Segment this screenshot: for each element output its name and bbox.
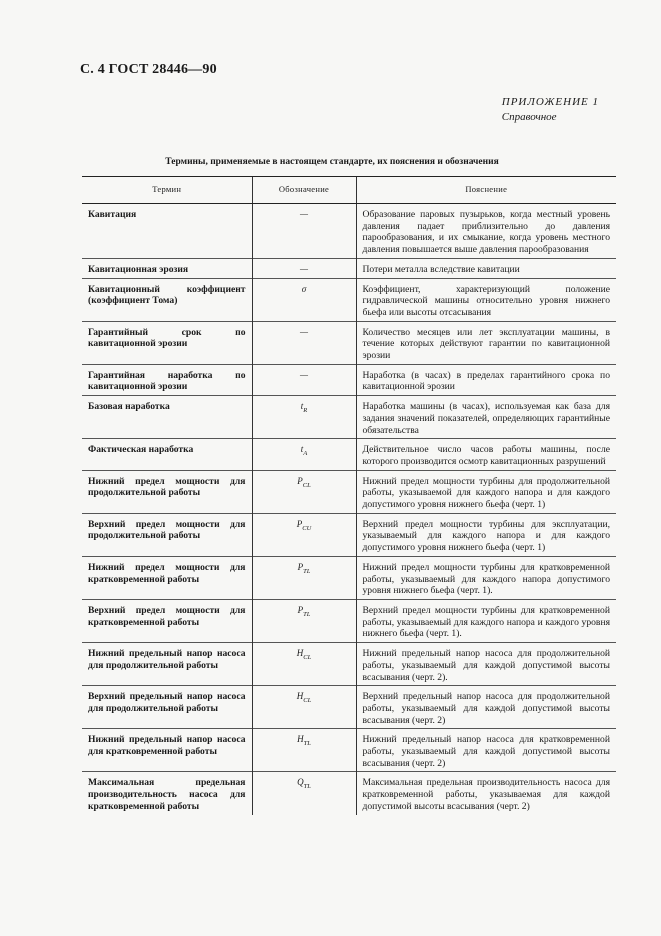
explanation-cell: Верхний предел мощности турбины для кратковременной работы, указываемый для каждого напора и каждого уровня нижнего бьефа (черт. 1). — [356, 599, 616, 642]
explanation-cell: Верхний предельный напор насоса для продолжительной работы, указываемый для каждой допустимой высоты всасывания (черт. 2) — [356, 686, 616, 729]
table-row — [82, 686, 616, 729]
symbol-text: t — [300, 401, 304, 412]
symbol-subscript: TL — [303, 567, 311, 575]
symbol-text: Q — [297, 777, 304, 788]
symbol-subscript: TL — [303, 783, 311, 791]
symbol-cell — [252, 556, 356, 599]
symbol-cell — [252, 599, 356, 642]
explanation-cell: Действительное число часов работы машины, после которого производится осмотр кавитационных разрушений — [356, 439, 616, 470]
term-cell: Верхний предел мощности для продолжительной работы — [88, 518, 246, 542]
symbol-cell — [252, 686, 356, 729]
explanation-cell: Нижний предел мощности турбины для кратковременной работы, указываемый для каждого напора допустимого уровня нижнего бьефа (черт. 1). — [356, 556, 616, 599]
table-row — [82, 396, 616, 439]
explanation-cell: Количество месяцев или лет эксплуатации машины, в течение которых действуют гарантии по кавитационной эрозии — [356, 321, 616, 364]
table-row — [82, 772, 616, 815]
symbol-subscript: A — [303, 450, 308, 458]
symbol-text: H — [297, 734, 304, 745]
appendix-type: Справочное — [501, 111, 557, 123]
symbol-cell — [252, 364, 356, 395]
symbol-subscript: TL — [303, 610, 311, 618]
appendix-label — [502, 95, 599, 125]
term-cell: Верхний предельный напор насоса для продолжительной работы — [88, 691, 246, 714]
symbol-cell — [252, 396, 356, 439]
term-cell: Кавитационная эрозия — [88, 263, 189, 275]
term-cell: Гарантийная наработка по кавитационной эрозии — [88, 369, 246, 393]
symbol-cell — [252, 321, 356, 364]
table-row — [82, 599, 616, 642]
symbol-text: — — [299, 209, 308, 219]
explanation-cell: Нижний предел мощности турбины для продолжительной работы, указываемой для каждого напора и для каждого допустимого уровня нижнего бьефа (черт. 1) — [356, 470, 616, 513]
table-row — [82, 204, 616, 259]
table-row — [82, 439, 616, 470]
symbol-subscript: CL — [303, 653, 312, 661]
term-cell: Верхний предел мощности для кратковременной работы — [88, 604, 246, 628]
symbol-cell — [252, 439, 356, 470]
table-row — [82, 643, 616, 686]
symbol-text: — — [299, 263, 308, 274]
term-cell: Базовая наработка — [88, 401, 170, 413]
table-row — [82, 729, 616, 772]
explanation-cell: Нижний предельный напор насоса для кратковременной работы, указываемый для каждой допустимой высоты всасывания (черт. 2) — [356, 729, 616, 772]
terms-table — [82, 176, 616, 815]
symbol-cell — [252, 643, 356, 686]
explanation-cell: Наработка (в часах) в пределах гарантийного срока по кавитационной эрозии — [356, 364, 616, 395]
table-caption: Термины, применяемые в настоящем стандарте, их пояснения и обозначения — [165, 157, 499, 167]
term-cell: Кавитация — [88, 209, 137, 220]
symbol-text: σ — [301, 283, 307, 294]
table-row — [82, 321, 616, 364]
symbol-cell — [252, 772, 356, 815]
symbol-text: H — [296, 691, 304, 702]
symbol-cell — [252, 729, 356, 772]
table-header-row — [82, 177, 616, 204]
table-row — [82, 513, 616, 556]
term-cell: Максимальная предельная производительность насоса для кратковременной работы — [88, 777, 246, 812]
explanation-cell: Максимальная предельная производительность насоса для кратковременной работы, указываемая для каждой допустимой высоты всасывания (черт. 2) — [356, 772, 616, 815]
explanation-cell: Коэффициент, характеризующий положение гидравлической машины относительно уровня нижнего бьефа или высоты отсасывания — [356, 278, 616, 321]
symbol-cell — [252, 470, 356, 513]
symbol-text: P — [297, 561, 304, 572]
symbol-text: H — [296, 648, 304, 659]
term-cell: Кавитационный коэффициент (коэффициент Тома) — [88, 283, 246, 307]
explanation-cell: Нижний предельный напор насоса для продолжительной работы, указываемый для каждой допустимой высоты всасывания (черт. 2). — [356, 643, 616, 686]
symbol-subscript: R — [303, 406, 308, 414]
column-header-term: Термин — [82, 177, 252, 204]
column-header-explanation: Пояснение — [356, 177, 616, 204]
symbol-cell — [252, 258, 356, 278]
symbol-subscript: CU — [302, 524, 312, 532]
symbol-cell — [252, 204, 356, 259]
symbol-cell — [252, 278, 356, 321]
term-cell: Гарантийный срок по кавитационной эрозии — [88, 326, 246, 350]
table-row — [82, 556, 616, 599]
symbol-cell — [252, 513, 356, 556]
symbol-subscript: CL — [302, 481, 311, 489]
term-cell: Нижний предельный напор насоса для кратковременной работы — [88, 734, 246, 758]
symbol-text: — — [299, 369, 308, 380]
symbol-text: P — [297, 604, 304, 615]
explanation-cell: Наработка машины (в часах), используемая как база для задания значений показателей, определяющих гарантийные обязательства — [356, 396, 616, 439]
explanation-cell: Потери металла вследствие кавитации — [356, 258, 616, 278]
page-header: С. 4 ГОСТ 28446—90 — [80, 62, 217, 77]
appendix-title: ПРИЛОЖЕНИЕ 1 — [501, 96, 599, 108]
table-row — [82, 364, 616, 395]
explanation-cell: Образование паровых пузырьков, когда местный уровень давления падает приблизительно до давления парообразования, и их смыкание, когда уровень местного давления повышается выше давления парообразования — [356, 204, 616, 259]
symbol-text: — — [299, 326, 308, 337]
symbol-text: P — [297, 475, 303, 486]
symbol-text: P — [296, 518, 303, 529]
explanation-cell: Верхний предел мощности турбины для эксплуатации, указываемый для каждого напора и для каждого допустимого уровня нижнего бьефа (черт. 1) — [356, 513, 616, 556]
table-row — [82, 470, 616, 513]
term-cell: Нижний предел мощности для продолжительной работы — [88, 475, 246, 499]
term-cell: Фактическая наработка — [88, 444, 194, 456]
term-cell: Нижний предельный напор насоса для продолжительной работы — [88, 648, 246, 671]
term-cell: Нижний предел мощности для кратковременной работы — [88, 561, 246, 585]
symbol-text: t — [300, 444, 304, 455]
table-row — [82, 258, 616, 278]
symbol-subscript: TL — [303, 740, 311, 748]
column-header-symbol: Обозначение — [252, 177, 356, 204]
symbol-subscript: CL — [303, 697, 312, 704]
table-row — [82, 278, 616, 321]
